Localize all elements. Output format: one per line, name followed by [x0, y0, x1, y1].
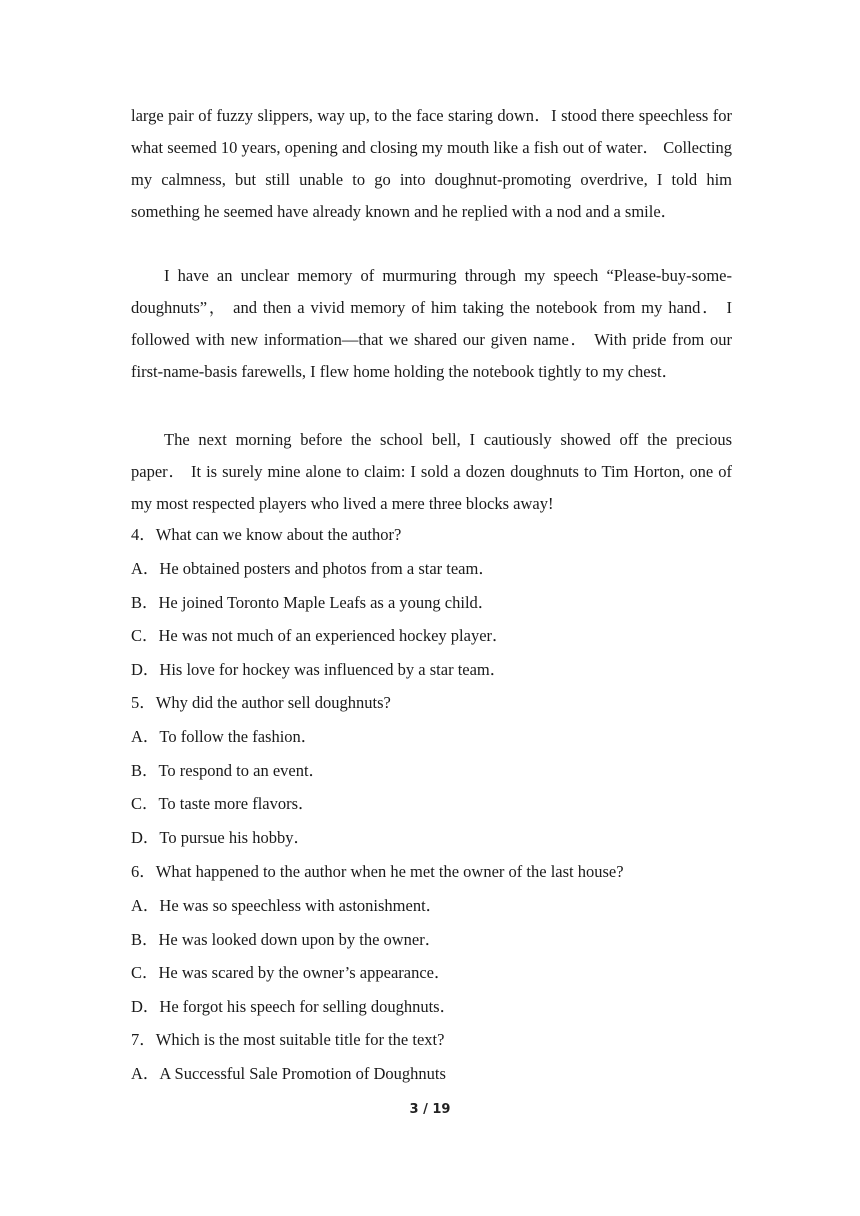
- answer-option: C．To taste more flavors．: [131, 794, 315, 813]
- passage-paragraph: The next morning before the school bell, I cautiously showed off the precious paper． It is surely mine alone to claim: I sold a dozen doughnuts to Tim Horton, one of my most respected players who lived a mere three blocks away!: [131, 430, 732, 513]
- passage-paragraph: I have an unclear memory of murmuring through my speech “Please-buy-some-doughnuts”， and then a vivid memory of him taking the notebook from my hand． I followed with new information—that we shared our given name． With pride from our first-name-basis farewells, I flew home holding the notebook tightly to my chest．: [131, 266, 732, 381]
- question-stem: 6．What happened to the author when he met the owner of the last house?: [131, 862, 624, 881]
- answer-option: B．He was looked down upon by the owner．: [131, 930, 442, 949]
- answer-option: D．He forgot his speech for selling doughnuts．: [131, 997, 457, 1016]
- answer-option: A．He obtained posters and photos from a star team．: [131, 559, 495, 578]
- answer-option: B．He joined Toronto Maple Leafs as a young child．: [131, 593, 495, 612]
- answer-option: B．To respond to an event．: [131, 761, 326, 780]
- answer-option: C．He was not much of an experienced hockey player．: [131, 626, 509, 645]
- answer-option: D．To pursue his hobby．: [131, 828, 310, 847]
- question-stem: 5．Why did the author sell doughnuts?: [131, 693, 391, 712]
- passage-paragraph: large pair of fuzzy slippers, way up, to the face staring down．I stood there speechless for what seemed 10 years, opening and closing my mouth like a fish out of water． Collecting my calmness, but still unable to go into doughnut-promoting overdrive, I told him something he seemed have already known and he replied with a nod and a smile．: [131, 106, 732, 221]
- page-number: 3 / 19: [409, 1102, 451, 1117]
- answer-option: A．To follow the fashion．: [131, 727, 318, 746]
- answer-option: A．A Successful Sale Promotion of Doughnuts: [131, 1064, 446, 1083]
- question-stem: 4．What can we know about the author?: [131, 525, 402, 544]
- answer-option: C．He was scared by the owner’s appearance．: [131, 963, 451, 982]
- question-stem: 7．Which is the most suitable title for the text?: [131, 1030, 445, 1049]
- answer-option: D．His love for hockey was influenced by a star team．: [131, 660, 507, 679]
- answer-option: A．He was so speechless with astonishment．: [131, 896, 443, 915]
